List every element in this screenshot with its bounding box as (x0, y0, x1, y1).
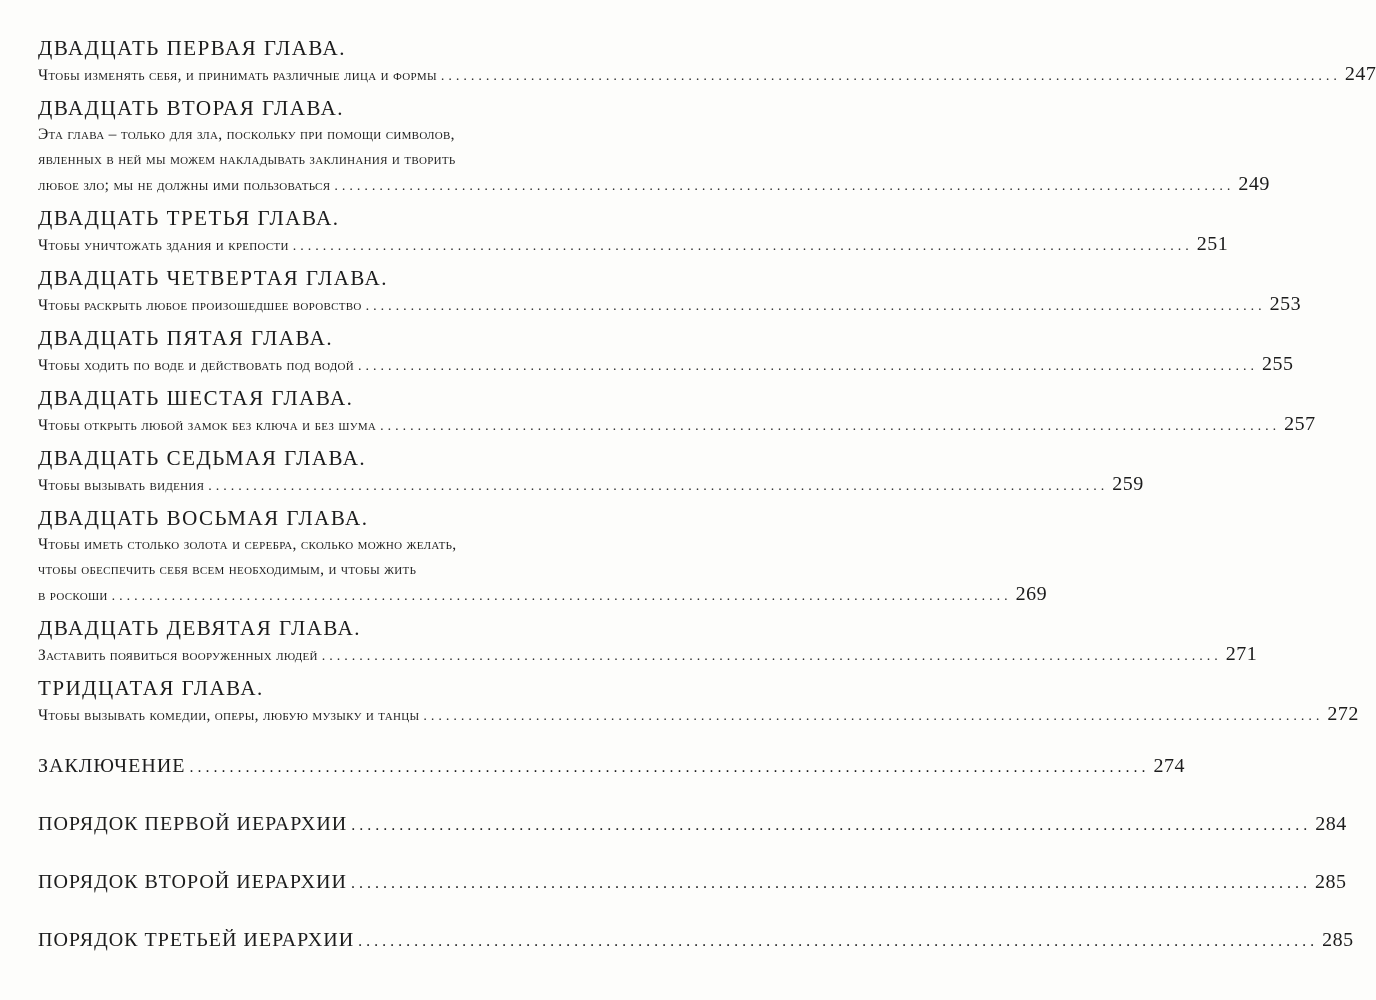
dot-leader: ........................................................................................................................ (189, 759, 1150, 776)
page-number: 257 (1284, 413, 1316, 435)
dot-leader: ........................................................................................................................ (358, 359, 1259, 374)
dot-leader: ........................................................................................................................ (208, 479, 1109, 494)
chapter-title: ДВАДЦАТЬ ПЕРВАЯ ГЛАВА. (38, 36, 346, 60)
page-number: 285 (1322, 929, 1354, 951)
toc-entry-first-hierarchy (38, 810, 1347, 840)
table-of-contents (38, 34, 1376, 956)
toc-line (38, 352, 1294, 379)
section-title: ПОРЯДОК ПЕРВОЙ ИЕРАРХИИ (38, 813, 348, 835)
toc-line (38, 232, 1229, 259)
page-number: 284 (1315, 813, 1347, 835)
toc-entry-third-hierarchy (38, 926, 1354, 956)
dot-leader: ........................................................................................................................ (292, 239, 1193, 254)
page-number: 255 (1262, 353, 1294, 375)
page-number: 285 (1314, 871, 1347, 893)
chapter-title: ДВАДЦАТЬ ВОСЬМАЯ ГЛАВА. (38, 506, 369, 530)
section-title: ЗАКЛЮЧЕНИЕ (38, 755, 186, 777)
page-number: 259 (1112, 473, 1144, 495)
toc-line (38, 292, 1302, 319)
page-number: 253 (1269, 293, 1302, 315)
toc-entry-chapter-29 (38, 614, 1258, 669)
chapter-title: ДВАДЦАТЬ ДЕВЯТАЯ ГЛАВА. (38, 616, 362, 640)
chapter-description: Чтобы раскрыть любое произошедшее воровство (38, 297, 362, 314)
chapter-description-line: явленных в ней мы можем накладывать заклинания и творить (38, 151, 456, 168)
chapter-description-line: Чтобы иметь столько золота и серебра, сколько можно желать, (38, 536, 457, 553)
chapter-description: в роскоши (38, 587, 108, 604)
page-number: 251 (1196, 233, 1229, 255)
dot-leader: ........................................................................................................................ (380, 419, 1281, 434)
toc-line (38, 62, 1376, 89)
toc-entry-second-hierarchy (38, 868, 1347, 898)
toc-entry-chapter-22 (38, 94, 1270, 199)
dot-leader: ........................................................................................................................ (365, 299, 1266, 314)
chapter-description: Чтобы изменять себя, и принимать различные лица и формы (38, 67, 437, 84)
toc-line (38, 412, 1316, 439)
toc-entry-chapter-27 (38, 444, 1144, 499)
section-title: ПОРЯДОК ТРЕТЬЕЙ ИЕРАРХИИ (38, 929, 355, 951)
dot-leader: ........................................................................................................................ (423, 709, 1324, 724)
toc-entry-chapter-23 (38, 204, 1229, 259)
page-number: 247 (1344, 63, 1376, 85)
dot-leader: ........................................................................................................................ (350, 875, 1311, 892)
chapter-title: ДВАДЦАТЬ СЕДЬМАЯ ГЛАВА. (38, 446, 367, 470)
toc-entry-chapter-28 (38, 504, 1048, 609)
toc-entry-chapter-26 (38, 384, 1316, 439)
chapter-description: Чтобы вызывать видения (38, 477, 205, 494)
chapter-title: ДВАДЦАТЬ ЧЕТВЕРТАЯ ГЛАВА. (38, 266, 388, 290)
toc-entry-chapter-25 (38, 324, 1294, 379)
chapter-description: Заставить появиться вооруженных людей (38, 647, 318, 664)
chapter-description: Чтобы ходить по воде и действовать под водой (38, 357, 355, 374)
chapter-title: ДВАДЦАТЬ ПЯТАЯ ГЛАВА. (38, 326, 334, 350)
page-number: 271 (1225, 643, 1258, 665)
page-number: 272 (1327, 703, 1359, 725)
toc-entry-chapter-21 (38, 34, 1376, 89)
section-title: ПОРЯДОК ВТОРОЙ ИЕРАРХИИ (38, 871, 347, 893)
dot-leader: ........................................................................................................................ (358, 933, 1319, 950)
chapter-title: ДВАДЦАТЬ ТРЕТЬЯ ГЛАВА. (38, 206, 340, 230)
chapter-description-line: чтобы обеспечить себя всем необходимым, и чтобы жить (38, 561, 417, 578)
dot-leader: ........................................................................................................................ (351, 817, 1312, 834)
toc-line (38, 702, 1359, 729)
chapter-title: ТРИДЦАТАЯ ГЛАВА. (38, 676, 264, 700)
toc-line (38, 472, 1144, 499)
page-number: 249 (1238, 173, 1270, 195)
dot-leader: ........................................................................................................................ (440, 69, 1341, 84)
chapter-title: ДВАДЦАТЬ ВТОРАЯ ГЛАВА. (38, 96, 345, 120)
toc-entry-chapter-30 (38, 674, 1359, 729)
toc-entry-chapter-24 (38, 264, 1302, 319)
chapter-title: ДВАДЦАТЬ ШЕСТАЯ ГЛАВА. (38, 386, 354, 410)
dot-leader: ........................................................................................................................ (321, 649, 1222, 664)
dot-leader: ........................................................................................................................ (334, 179, 1235, 194)
chapter-description: Чтобы уничтожать здания и крепости (38, 237, 289, 254)
chapter-description: Чтобы вызывать комедии, оперы, любую музыку и танцы (38, 707, 420, 724)
chapter-description-line: Эта глава – только для зла, поскольку при помощи символов, (38, 126, 455, 143)
toc-entry-conclusion (38, 752, 1185, 782)
chapter-description: Чтобы открыть любой замок без ключа и без шума (38, 417, 377, 434)
dot-leader: ........................................................................................................................ (111, 589, 1012, 604)
page-number: 269 (1015, 583, 1048, 605)
toc-line (38, 172, 1270, 199)
toc-line (38, 642, 1258, 669)
chapter-description: любое зло; мы не должны ими пользоваться (38, 177, 331, 194)
toc-line (38, 582, 1048, 609)
page-number: 274 (1153, 755, 1185, 777)
